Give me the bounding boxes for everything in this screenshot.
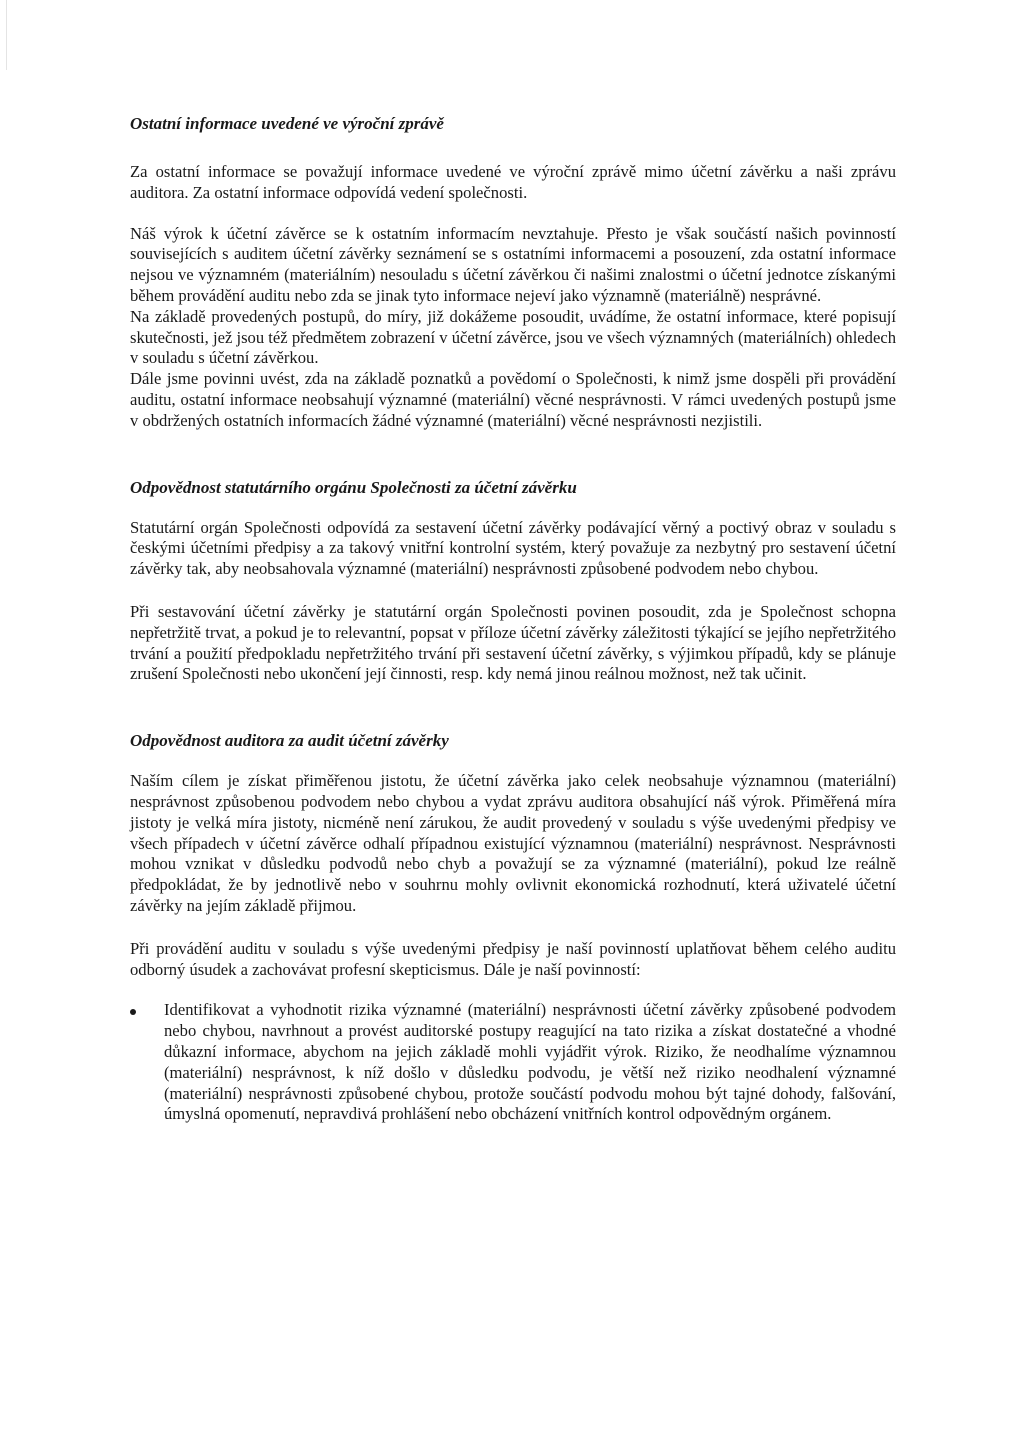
- list-item-text: Identifikovat a vyhodnotit rizika významné (materiální) nesprávnosti účetní závěrky způsobené podvodem nebo chybou, navrhnout a provést auditorské postupy reagující na tato rizika a získat dostatečné a vhodné důkazní informace, abychom na jejich základě mohli vyjádřit výrok. Riziko, že neodhalíme významnou (materiální) nesprávnost, k níž došlo v důsledku podvodu, je větší než riziko neodhalení významné (materiální) nesprávnosti způsobené chybou, protože součástí podvodu mohou být tajné dohody, falšování, úmyslná opomenutí, nepravdivá prohlášení nebo obcházení vnitřních kontrol odpovědným orgánem.: [164, 1000, 896, 1124]
- heading-other-information: Ostatní informace uvedené ve výroční zprávě: [130, 114, 444, 133]
- scan-edge-mark: [6, 0, 7, 70]
- bullet-icon: [130, 1009, 136, 1015]
- paragraph-statutory-body-preparation: Statutární orgán Společnosti odpovídá za sestavení účetní závěrky podávající věrný a poctivý obraz v souladu s českými účetními předpisy a za takový vnitřní kontrolní systém, který považuje za nezbytný pro sestavení účetní závěrky tak, aby neobsahovala významné (materiální) nesprávnosti způsobené podvodem nebo chybou.: [130, 517, 896, 579]
- paragraph-auditor-duties-intro: Při provádění auditu v souladu s výše uvedenými předpisy je naší povinností uplatňovat během celého auditu odborný úsudek a zachovávat profesní skepticismus. Dále je naší povinností:: [130, 938, 896, 979]
- paragraph-auditor-objective: Naším cílem je získat přiměřenou jistotu, že účetní závěrka jako celek neobsahuje významnou (materiální) nesprávnost způsobenou podvodem nebo chybou a vydat zprávu auditora obsahující náš výrok. Přiměřená míra jistoty je velká míra jistoty, nicméně není zárukou, že audit provedený v souladu s výše uvedenými předpisy ve všech případech v účetní závěrce odhalí případnou existující významnou (materiální) nesprávnost. Nesprávnosti mohou vznikat v důsledku podvodů nebo chyb a považují se za významné (materiální), pokud lze reálně předpokládat, že by jednotlivě nebo v souhrnu mohly ovlivnit ekonomická rozhodnutí, která uživatelé účetní závěrky na jejím základě přijmou.: [130, 771, 896, 915]
- list-item: [130, 1000, 896, 1125]
- paragraph-other-info-responsibility: Náš výrok k účetní závěrce se k ostatním informacím nevztahuje. Přesto je však součástí našich povinností souvisejících s auditem účetní závěrky seznámení se s ostatními informacemi a posouzení, zda ostatní informace nejsou ve významném (materiálním) nesouladu s účetní závěrkou či našimi znalostmi o účetní jednotce získanými během provádění auditu nebo zda se jinak tyto informace nejeví jako významně (materiálně) nesprávné.: [130, 223, 896, 305]
- paragraph-other-info-procedures: Na základě provedených postupů, do míry, již dokážeme posoudit, uvádíme, že ostatní informace, které popisují skutečnosti, jež jsou též předmětem zobrazení v účetní závěrce, jsou ve všech významných (materiálních) ohledech v souladu s účetní závěrkou.: [130, 306, 896, 368]
- paragraph-other-info-misstatements: Dále jsme povinni uvést, zda na základě poznatků a povědomí o Společnosti, k nimž jsme dospěli při provádění auditu, ostatní informace neobsahují významné (materiální) věcné nesprávnosti. V rámci uvedených postupů jsme v obdržených ostatních informacích žádné významné (materiální) věcné nesprávnosti nezjistili.: [130, 369, 896, 430]
- paragraph-other-info-definition: Za ostatní informace se považují informace uvedené ve výroční zprávě mimo účetní závěrku a naši zprávu auditora. Za ostatní informace odpovídá vedení společnosti.: [130, 162, 896, 202]
- heading-auditor-responsibility: Odpovědnost auditora za audit účetní závěrky: [130, 731, 449, 751]
- auditor-duties-list: [130, 1000, 896, 1125]
- page-content: [130, 112, 896, 1125]
- paragraph-statutory-body-going-concern: Při sestavování účetní závěrky je statutární orgán Společnosti povinen posoudit, zda je Společnost schopna nepřetržitě trvat, a pokud je to relevantní, popsat v příloze účetní závěrky záležitosti týkající se jejího nepřetržitého trvání a použití předpokladu nepřetržitého trvání při sestavení účetní závěrky, s výjimkou případů, kdy se plánuje zrušení Společnosti nebo ukončení její činnosti, resp. kdy nemá jinou reálnou možnost, než tak učinit.: [130, 601, 896, 684]
- heading-statutory-body-responsibility: Odpovědnost statutárního orgánu Společnosti za účetní závěrku: [130, 477, 577, 497]
